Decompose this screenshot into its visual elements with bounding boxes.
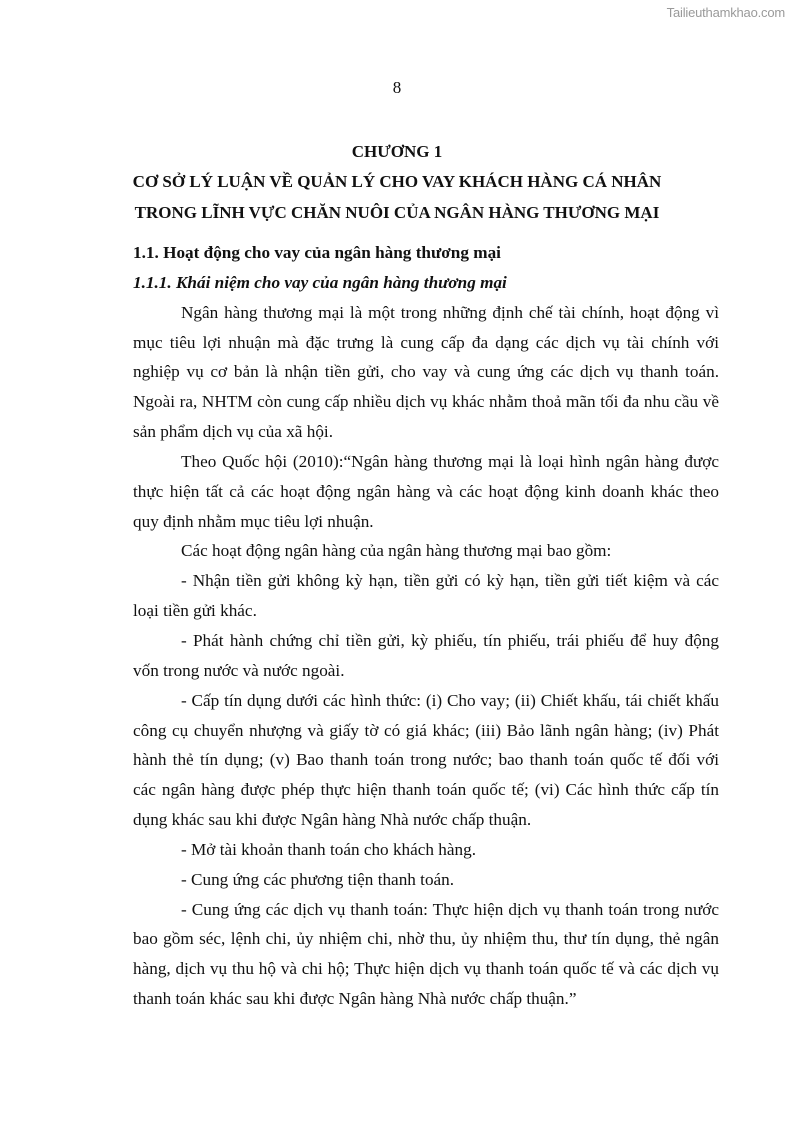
paragraph <box>133 895 719 1014</box>
text-line: Ngân hàng thương mại là một trong những định chế tài chính, hoạt động vì <box>181 302 719 322</box>
paragraph <box>133 686 719 835</box>
text-line: Theo Quốc hội (2010):“Ngân hàng thương mại là loại hình ngân hàng được <box>181 451 719 471</box>
page-number: 8 <box>392 78 402 97</box>
document-body <box>133 238 719 1014</box>
paragraph <box>133 626 719 686</box>
paragraph <box>133 835 719 865</box>
paragraph <box>133 298 719 447</box>
text-line: công cụ chuyển nhượng và giấy tờ có giá khác; (iii) Bảo lãnh ngân hàng; (iv) Phát <box>133 720 719 740</box>
text-line: các ngân hàng được phép thực hiện thanh toán quốc tế; (vi) Các hình thức cấp tín <box>133 780 719 800</box>
text-line: mục tiêu lợi nhuận mà đặc trưng là cung cấp đa dạng các dịch vụ tài chính với <box>133 332 719 352</box>
watermark: Tailieuthamkhao.com <box>666 5 785 20</box>
paragraph <box>133 865 719 895</box>
text-line: - Cấp tín dụng dưới các hình thức: (i) Cho vay; (ii) Chiết khấu, tái chiết khấu <box>181 690 719 710</box>
text-line: - Cung ứng các dịch vụ thanh toán: Thực hiện dịch vụ thanh toán trong nước <box>181 899 719 919</box>
text-line: quy định nhằm mục tiêu lợi nhuận. <box>133 511 374 531</box>
paragraph <box>133 447 719 537</box>
text-line: nghiệp vụ cơ bản là nhận tiền gửi, cho vay và cung ứng các dịch vụ thanh toán. <box>133 362 719 382</box>
chapter-label: CHƯƠNG 1 <box>351 142 443 161</box>
chapter-title-line: TRONG LĨNH VỰC CHĂN NUÔI CỦA NGÂN HÀNG THƯƠNG MẠI <box>134 202 660 222</box>
text-line: - Mở tài khoản thanh toán cho khách hàng. <box>181 839 476 859</box>
chapter-title-line: CƠ SỞ LÝ LUẬN VỀ QUẢN LÝ CHO VAY KHÁCH HÀNG CÁ NHÂN <box>132 172 662 192</box>
text-line: hàng, dịch vụ thu hộ và chi hộ; Thực hiện dịch vụ thanh toán quốc tế và các dịch vụ <box>133 959 719 979</box>
text-line: - Phát hành chứng chỉ tiền gửi, kỳ phiếu, tín phiếu, trái phiếu để huy động <box>181 630 719 650</box>
text-line: thanh toán khác sau khi được Ngân hàng Nhà nước chấp thuận.” <box>133 989 577 1009</box>
text-line: vốn trong nước và nước ngoài. <box>133 660 345 680</box>
text-line: hành thẻ tín dụng; (v) Bao thanh toán trong nước; bao thanh toán quốc tế đối với <box>133 750 719 770</box>
text-line: Các hoạt động ngân hàng của ngân hàng thương mại bao gồm: <box>181 541 612 561</box>
text-line: dụng khác sau khi được Ngân hàng Nhà nước chấp thuận. <box>133 810 532 830</box>
text-line: thực hiện tất cả các hoạt động ngân hàng và các hoạt động kinh doanh khác theo <box>133 481 719 501</box>
text-line: Ngoài ra, NHTM còn cung cấp nhiều dịch vụ khác nhằm thoả mãn tối đa nhu cầu về <box>133 392 719 412</box>
text-line: sản phẩm dịch vụ của xã hội. <box>133 422 333 442</box>
text-line: - Nhận tiền gửi không kỳ hạn, tiền gửi có kỳ hạn, tiền gửi tiết kiệm và các <box>181 571 719 591</box>
paragraph <box>133 566 719 626</box>
text-line: loại tiền gửi khác. <box>133 601 257 621</box>
subsection-heading: 1.1.1. Khái niệm cho vay của ngân hàng thương mại <box>133 272 507 292</box>
text-line: bao gồm séc, lệnh chi, ủy nhiệm chi, nhờ thu, ủy nhiệm thu, thư tín dụng, thẻ ngân <box>133 929 719 949</box>
text-line: - Cung ứng các phương tiện thanh toán. <box>181 869 455 889</box>
chapter-header <box>0 137 794 228</box>
section-heading: 1.1. Hoạt động cho vay của ngân hàng thương mại <box>133 243 501 262</box>
paragraph <box>133 536 719 566</box>
